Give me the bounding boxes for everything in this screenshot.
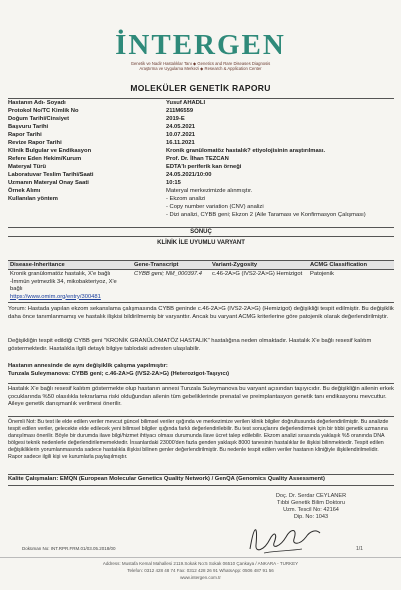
info-value: Yusuf AHADLI <box>166 100 206 106</box>
method-item: - Dizi analizi, CYBB geni; Ekzon 2 (Aile Taraması ve Konfirmasyon Çalışması) <box>166 212 366 218</box>
info-value: Prof. Dr. İlhan TEZCAN <box>166 156 229 162</box>
document-number: Doküman No: INT.RPR.FRM.01/03.05.2018/00 <box>22 546 116 551</box>
info-label: Refere Eden Hekim/Kurum <box>8 156 82 162</box>
clinical-variant-heading: KLİNİK İLE UYUMLU VARYANT <box>157 240 245 246</box>
acmg-cell: Patojenik <box>310 271 334 277</box>
info-row <box>8 155 394 163</box>
page-number: 1/1 <box>356 546 363 552</box>
mother-test-title: Hastanın annesinde de aynı değişiklik çalışma yapılmıştır: <box>8 363 168 369</box>
gene-cell: CYBB geni; NM_000397.4 <box>134 271 202 277</box>
footer-phone: Telefon: 0312 428 48 74 Fax: 0312 428 26 91 WhatsApp: 0506 487 91 56 <box>127 568 274 573</box>
info-row <box>8 115 394 123</box>
divider <box>8 485 394 486</box>
footer <box>0 560 401 581</box>
column-header: ACMG Classification <box>308 261 394 270</box>
info-value: 211M6559 <box>166 108 194 114</box>
info-label: Uzmanın Materyal Onay Saati <box>8 180 89 186</box>
info-label: Hastanın Adı- Soyadı <box>8 100 66 106</box>
footer-address: Address: Mustafa Kemal Mahallesi 2119.Sokak No:5 Sokak 06510 Çankaya / ANKARA - TURKEY <box>102 561 299 566</box>
info-row <box>8 171 394 179</box>
intergen-logo <box>0 30 401 71</box>
info-label: Başvuru Tarihi <box>8 124 49 130</box>
divider <box>8 416 394 417</box>
info-row <box>8 179 394 187</box>
info-row <box>8 163 394 171</box>
info-label: Klinik Bulgular ve Endikasyon <box>8 148 92 154</box>
info-value: 16.11.2021 <box>166 140 195 146</box>
info-label: Kullanılan yöntem <box>8 196 58 202</box>
result-section-title: SONUÇ <box>8 227 394 237</box>
report-title: MOLEKÜLER GENETİK RAPORU <box>130 83 271 93</box>
disease-paragraph: Değişikliğin tespit edildiği CYBB geni "KRONİK GRANÜLOMATÖZ HASTALIK" hastalığına neden olmaktadır. Hastalık X'e bağlı resesif kalıtım göstermektedir. Hastalıkla ilgili detaylı bilgiye tablodaki adresten ulaşılabilir. <box>8 338 372 352</box>
info-label: Laboratuvar Teslim Tarihi/Saati <box>8 172 94 178</box>
info-row <box>8 131 394 139</box>
info-row <box>8 195 394 203</box>
table-row <box>8 270 394 303</box>
disease-cell <box>8 270 132 303</box>
info-row <box>8 107 394 115</box>
info-value: 24.05.2021/10:00 <box>166 172 212 178</box>
info-row <box>8 123 394 131</box>
info-row <box>8 99 394 107</box>
logo-subtitle-1: Genetik ve Nadir Hastalıklar Tanı ◆ Genetics and Rare Diseases Diagnosis <box>130 61 271 66</box>
footer-website: www.intergen.com.tr <box>180 575 221 580</box>
info-label: Materyal Türü <box>8 164 47 170</box>
info-value: Kronik granülomatöz hastalık? etiyolojisinin araştırılması. <box>166 148 326 154</box>
interpretation-paragraph: Yorum: Hastada yapılan ekzom sekanslama çalışmasında CYBB geninde c.46-2A>G (IVS2-2A>G) (Hemizigot) değişikliği tespit edilmiştir. Bu değişiklik daha önce tanımlanmamış ve hastalık ilişkisi bildirilmemiş bir varyanttır. Ancak bu varyant ACMG kriterlerine göre patojenik olarak değerlendirilmiştir. <box>8 306 394 320</box>
info-label: Örnek Alımı <box>8 188 41 194</box>
signer-diploma: Dip. No: 1043 <box>293 514 329 520</box>
quality-statement: Kalite Çalışmaları: EMQN (European Molecular Genetics Quality Network) / GenQA (Genomics Quality Assessment) <box>8 476 325 482</box>
info-value: 10.07.2021 <box>166 132 196 138</box>
signer-name: Doç. Dr. Serdar CEYLANER <box>275 493 347 499</box>
info-row <box>8 147 394 155</box>
info-label: Rapor Tarihi <box>8 132 42 138</box>
info-label: Revize Rapor Tarihi <box>8 140 62 146</box>
important-note: Önemli Not: Bu test ile elde edilen veriler mevcut güncel bilimsel veriler ışığında ve merkezimize verilen klinik bilgiler doğrultusunda değerlendirilmiştir. Bu analizde tespit edilen veriler, gelecekte elde edilecek yeni bilimsel bilgiler ışığında farklı değerlendirilebilir. Bu test sonuçlarını değerlendirmek için bir tıbbi genetik uzmanına danışılması önerilir. Böyle bir durumda ilave bilgi/hizmet ihtiyacı olması durumunda ilave ücret talep edilebilir. Ekzom analizi sırasında yaklaşık %5 oranında DNA bölgesi teknik nedenlerle değerlendirilememektedir. İnsanlardaki 23000'den fazla genden yaklaşık 8000 tanesinin hastalıklar ile ilişkisi bilinmektedir. Tespit edilen değişikliklerin yorumlanmasında sadece hastalıkla ilişkisi bilinen genler değerlendirilmiştir. Bu nedenle tespit edilen veriler hastanın kliniğiyle ilişkilendirilmelidir. Rapor sadece ilgili kişi ve kurumlarla paylaşılmıştır. <box>8 419 389 460</box>
info-value: - Ekzom analizi <box>166 196 206 202</box>
genetic-counseling-paragraph: Hastalık X'e bağlı resesif kalıtım göstermekte olup hastanın annesi Tunzala Suleymanova bu varyant açısından taşıyıcıdır. Bu değişikliğin ailenin erkek çocuklarında %50 olasılıkla tekrarlama riski olduğundan ailenin tüm gebeliklerinde prenatal ve preimplantasyon genetik tanı endikasyonu mevcuttur. Aileye genetik danışmanlık verilmesi önerilir. <box>8 386 394 407</box>
column-header: Gene-Transcript <box>132 261 210 270</box>
mother-test-result: Tunzala Suleymanova: CYBB geni; c.46-2A>G (IVS2-2A>G) (Heterozigot-Taşıyıcı) <box>8 371 230 377</box>
divider <box>8 383 394 384</box>
info-label: Protokol No/TC Kimlik No <box>8 108 79 114</box>
table-header-row <box>8 261 394 270</box>
disease-name: -İmmün yetmezlik 34, mikobakteriyoz, X'e bağlı <box>10 278 117 292</box>
table-bottom-rule <box>8 302 394 303</box>
omim-link[interactable]: https://www.omim.org/entry/300481 <box>10 293 101 300</box>
info-value: 2019-E <box>166 116 185 122</box>
logo-subtitle-2: Araştırma ve Uygulama Merkezi ◆ Research & Application Center <box>139 66 262 71</box>
signer-title: Tıbbi Genetik Bilim Doktoru <box>276 500 346 506</box>
disease-name: Kronik granülomatöz hastalık, X'e bağlı <box>10 271 111 277</box>
info-value: EDTA'lı periferik kan örneği <box>166 164 242 170</box>
handwritten-signature <box>244 515 324 557</box>
info-row <box>8 187 394 195</box>
patient-info-block <box>8 98 394 219</box>
variant-result-table <box>8 260 394 302</box>
info-row <box>8 139 394 147</box>
info-value: 10:15 <box>166 180 181 186</box>
logo-wordmark: İNTERGEN <box>115 29 286 61</box>
info-label: Doğum Tarihi/Cinsiyet <box>8 116 70 122</box>
footer-divider <box>0 557 401 558</box>
info-value: Materyal merkezimizde alınmıştır. <box>166 188 253 194</box>
signer-registration: Uzm. Tescil No: 42164 <box>283 507 339 513</box>
method-item: - Copy number variation (CNV) analizi <box>166 204 264 210</box>
column-header: Variant-Zygosity <box>210 261 308 270</box>
divider <box>8 474 394 475</box>
column-header: Disease-Inheritance <box>8 261 132 270</box>
variant-cell: c.46-2A>G (IVS2-2A>G) Hemizigot <box>212 271 303 277</box>
info-value: 24.05.2021 <box>166 124 196 130</box>
